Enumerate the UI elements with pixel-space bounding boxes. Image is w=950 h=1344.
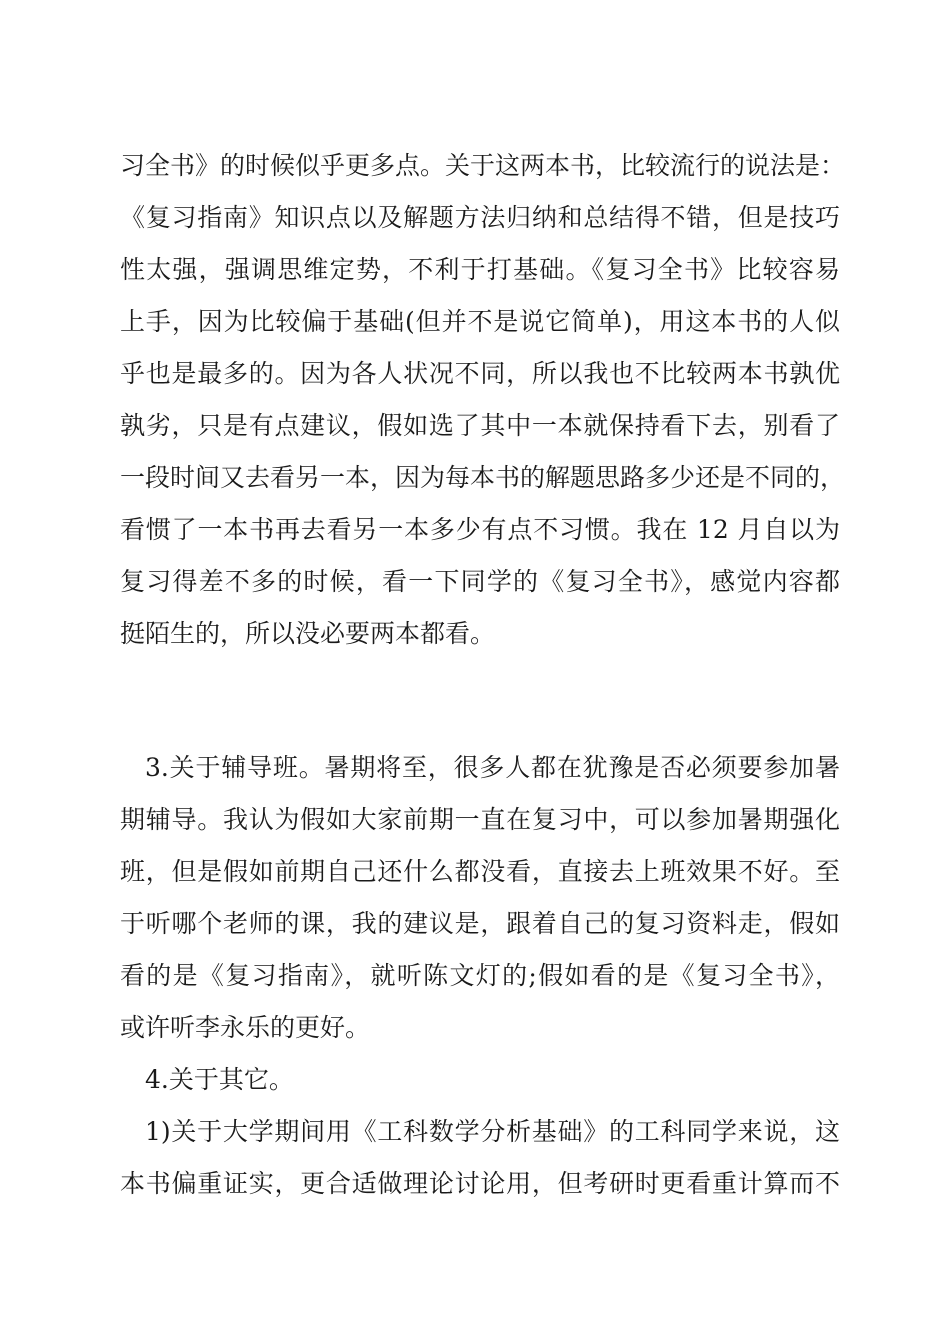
text-line: 习全书》的时候似乎更多点。关于这两本书，比较流行的说法是： [120,151,846,180]
text-line: 看惯了一本书再去看另一本多少有点不习惯。我在 12 月自以为 [120,515,840,544]
text-line: 期辅导。我认为假如大家前期一直在复习中，可以参加暑期强化 [120,805,840,834]
text-line: 一段时间又去看另一本，因为每本书的解题思路多少还是不同的， [120,463,846,492]
text-line: 3.关于辅导班。暑期将至，很多人都在犹豫是否必须要参加暑 [145,753,840,782]
text-line: 上手，因为比较偏于基础(但并不是说它简单)，用这本书的人似 [120,307,840,336]
text-line: 复习得差不多的时候，看一下同学的《复习全书》，感觉内容都 [120,567,840,596]
text-line: 《复习指南》知识点以及解题方法归纳和总结得不错，但是技巧 [120,203,840,232]
text-line: 挺陌生的，所以没必要两本都看。 [120,619,496,648]
text-line: 本书偏重证实，更合适做理论讨论用，但考研时更看重计算而不 [120,1169,840,1198]
text-line: 乎也是最多的。因为各人状况不同，所以我也不比较两本书孰优 [120,359,840,388]
paragraph-review-books [120,140,846,660]
text-line: 班，但是假如前期自己还什么都没看，直接去上班效果不好。至 [120,857,840,886]
text-line: 于听哪个老师的课，我的建议是，跟着自己的复习资料走，假如 [120,909,840,938]
text-line: 或许听李永乐的更好。 [120,1013,371,1042]
text-line: 性太强，强调思维定势，不利于打基础。《复习全书》比较容易 [120,255,840,284]
text-line: 1)关于大学期间用《工科数学分析基础》的工科同学来说，这 [145,1117,840,1146]
text-line: 4.关于其它。 [145,1065,294,1094]
paragraph-tutoring-and-other [120,742,840,1210]
text-line: 看的是《复习指南》，就听陈文灯的;假如看的是《复习全书》， [120,961,840,990]
text-line: 孰劣，只是有点建议，假如选了其中一本就保持看下去，别看了 [120,411,840,440]
